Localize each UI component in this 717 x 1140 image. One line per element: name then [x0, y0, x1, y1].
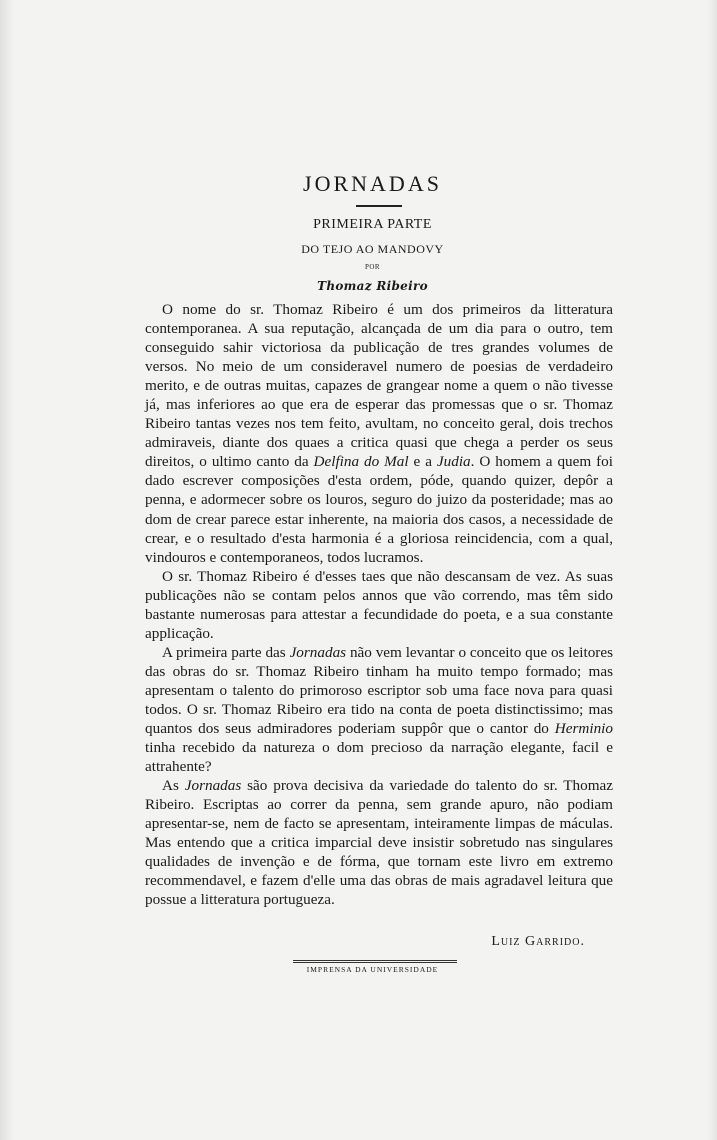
paragraph-text: A primeira parte das: [162, 643, 290, 661]
title-rule: [356, 205, 402, 207]
paragraph-text: tinha recebido da natureza o dom precioso da narração elegante, facil e attrahente?: [145, 739, 613, 776]
imprint-rule-bottom: [293, 962, 457, 963]
title-reference: Jornadas: [289, 643, 347, 661]
signature: Luiz Garrido.: [491, 934, 585, 949]
title-reference: Jornadas: [184, 777, 242, 795]
author-name: Thomaz Ribeiro: [317, 279, 428, 293]
paragraph-text: As: [162, 777, 185, 795]
paragraph-1: [145, 300, 613, 567]
paragraph-text: são prova decisiva da variedade do talento do sr. Thomaz Ribeiro. Escriptas ao correr da penna, sem grande apuro, não podiam apresentar-se, nem de facto se apresentam, inteiramente limpas de máculas. Mas entendo que a critica imparcial deve insistir sobretudo nas singulares qualidades de invenção e de fórma, que tornam este livro em extremo recommendavel, e fazem d'elle uma das obras de mais agradavel leitura que possue a litteratura portugueza.: [145, 777, 613, 909]
paragraph-text: O nome do sr. Thomaz Ribeiro é um dos primeiros da litteratura contemporanea. A sua reputação, alcançada de um dia para o outro, tem conseguido sahir victoriosa da publicação de tres grandes volumes de versos. No meio de um consideravel numero de poesias de verdadeiro merito, e de outras muitas, capazes de grangear nome a quem o não tivesse já, mas inferiores ao que era de esperar das promessas que o sr. Thomaz Ribeiro tantas vezes nos tem feito, avultam, no conceito geral, dois trechos admiraveis, diante dos quaes a critica quasi que chega a perder os seus direitos, o ultimo canto da: [145, 301, 613, 471]
title-reference: Herminio: [554, 720, 613, 738]
title-reference: Judia: [436, 453, 471, 471]
subtitle-secondary: DO TEJO AO MANDOVY: [301, 242, 444, 256]
title-reference: Delfina do Mal: [313, 453, 409, 471]
paragraph-text: e a: [408, 453, 437, 471]
paragraph-text: O sr. Thomaz Ribeiro é d'esses taes que não descansam de vez. As suas publicações não se contam pelos annos que vão correndo, mas têm sido bastante numerosas para attestar a fecundidade do poeta, e a sua constante applicação.: [145, 567, 613, 642]
paragraph-2: [145, 567, 613, 643]
page-title: JORNADAS: [303, 171, 442, 196]
subtitle: PRIMEIRA PARTE: [313, 217, 432, 232]
by-line: POR: [364, 263, 381, 271]
body-text: [145, 300, 613, 910]
imprint-rule-top: [293, 960, 457, 961]
paragraph-4: [145, 776, 613, 909]
paragraph-text: não vem levantar o conceito que os leitores das obras do sr. Thomaz Ribeiro tinham ha muito tempo formado; mas apresentam o talento do primoroso escriptor sob uma face nova para quasi todos. O sr. Thomaz Ribeiro era tido na conta de poeta distinctissimo; mas quantos dos seus admiradores poderiam suppôr que o cantor do: [145, 643, 614, 738]
imprint: IMPRENSA DA UNIVERSIDADE: [306, 965, 439, 974]
paragraph-3: [145, 643, 613, 776]
paragraph-text: . O homem a quem foi dado escrever composições d'esta ordem, póde, quando quizer, depôr a penna, e adormecer sobre os louros, seguro do juizo da posteridade; mas ao dom de crear parece estar inherente, na maioria dos casos, a necessidade de crear, e o resultado d'esta harmonia é a gloriosa reincidencia, com a qual, vindouros e contemporaneos, todos lucramos.: [145, 453, 613, 566]
